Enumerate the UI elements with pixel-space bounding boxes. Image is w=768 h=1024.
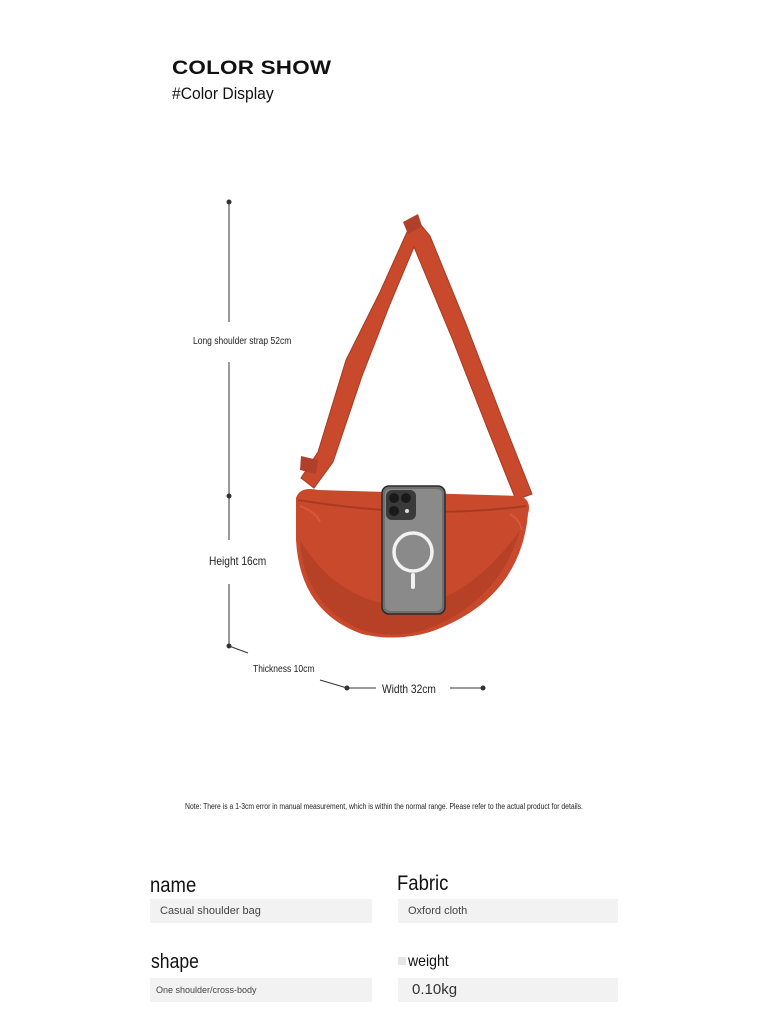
weight-label: weight <box>408 953 449 970</box>
shape-value: One shoulder/cross-body <box>150 978 372 1002</box>
fabric-label: Fabric <box>397 872 449 895</box>
weight-bullet-icon <box>398 957 406 965</box>
height-label: Height 16cm <box>209 554 267 568</box>
thickness-dimension-line-2 <box>320 680 347 688</box>
page-title: COLOR SHOW <box>172 58 332 79</box>
width-right-marker <box>481 686 485 690</box>
thickness-dimension-line <box>229 646 248 653</box>
strap-length-label: Long shoulder strap 52cm <box>193 336 292 347</box>
width-label: Width 32cm <box>382 682 436 696</box>
fabric-value: Oxford cloth <box>398 899 618 923</box>
name-label: name <box>150 874 197 897</box>
bag-strap <box>301 219 532 500</box>
weight-value: 0.10kg <box>398 978 618 1002</box>
strap-top-marker <box>227 200 231 204</box>
phone-icon <box>382 486 445 614</box>
measurement-note: Note: There is a 1-3cm error in manual measurement, which is within the normal range. Please refer to the actual product for details. <box>185 802 583 811</box>
thickness-label: Thickness 10cm <box>253 664 315 675</box>
name-value: Casual shoulder bag <box>150 899 372 923</box>
page-subtitle: #Color Display <box>172 84 274 103</box>
shape-label: shape <box>151 951 199 973</box>
